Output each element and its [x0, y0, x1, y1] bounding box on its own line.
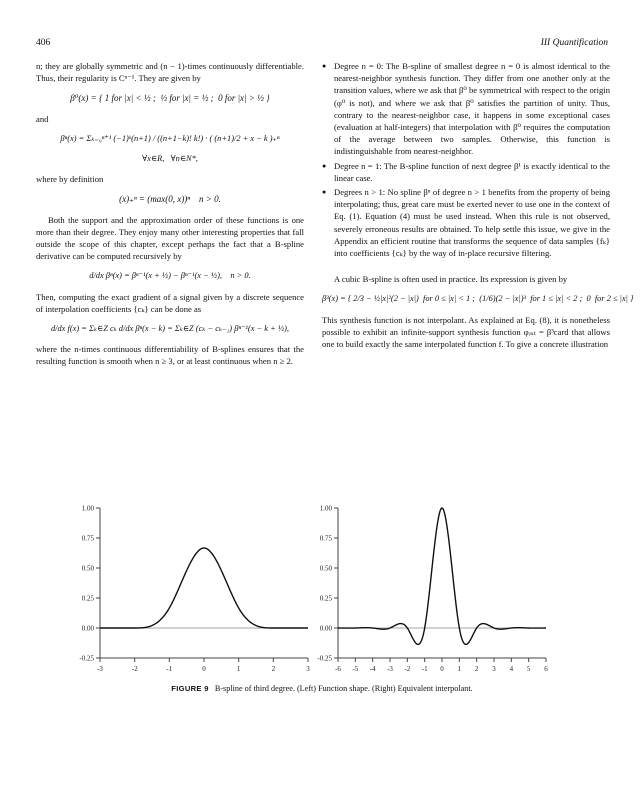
y-tick-label: 0.25	[319, 594, 332, 603]
y-tick-label: 0.50	[319, 564, 332, 573]
y-tick-label: 0.75	[319, 534, 332, 543]
paragraph: A cubic B-spline is often used in practice. Its expression is given by	[334, 274, 568, 285]
x-tick-label: -5	[352, 665, 359, 673]
paragraph: where by definition	[36, 174, 104, 185]
x-tick-label: 6	[544, 665, 548, 673]
paragraph: Then, computing the exact gradient of a signal given by a discrete sequence of interpolation coefficients {cₖ} can be done as	[36, 291, 304, 314]
equation-betan-domain: ∀x∈R, ∀n∈N*,	[142, 154, 198, 164]
y-tick-label: -0.25	[317, 654, 332, 663]
figure-label: FIGURE 9	[171, 684, 209, 693]
page-number: 406	[36, 38, 51, 48]
left-plot-bspline	[70, 498, 320, 678]
paragraph: This synthesis function is not interpolant. As explained at Eq. (8), it is nonetheless possible to exhibit an infinite-support synthesis function φᵢₙₜ = β³card that allows one to build exactly the same interpolated function f. To give a concrete illustration	[322, 314, 610, 350]
x-tick-label: -2	[404, 665, 411, 673]
x-tick-label: 1	[457, 665, 462, 673]
paragraph: and	[36, 113, 49, 124]
y-tick-label: -0.25	[79, 654, 94, 663]
equation-cubic-bspline: β³(x) = { 2/3 − ½|x|²(2 − |x|) for 0 ≤ |x| < 1 ; (1/6)(2 − |x|)³ for 1 ≤ |x| < 2 ; 0 for 2 ≤ |x| }	[322, 294, 634, 304]
x-tick-label: 2	[474, 665, 479, 673]
bullet-degree-0: ● Degree n = 0: The B-spline of smallest degree n = 0 is almost identical to the nearest-neighbor synthesis function. They differ from one another only at the transition values, where we ask that β⁰ be symmetrical with respect to the origin (φ⁰ is not), and where we ask that β⁰ satisfies the partition of unity. Thus, contrary to the nearest-neighbor case, it happens in some exceptional cases (evaluation at half-integers) that interpolation with β⁰ requires the computation of the average between two samples. Otherwise, this function is indistinguishable from nearest-neighbor.	[322, 60, 610, 158]
y-tick-label: 0.00	[319, 624, 332, 633]
x-tick-label: 0	[440, 665, 444, 673]
equation-positive-power: (x)₊ⁿ = (max(0, x))ⁿ n > 0.	[119, 194, 221, 205]
y-tick-label: 1.00	[81, 504, 94, 513]
equation-derivative: d/dx βⁿ(x) = βⁿ⁻¹(x + ½) − βⁿ⁻¹(x − ½), n > 0.	[89, 271, 251, 281]
bullet-degree-n: ● Degrees n > 1: No spline βⁿ of degree n > 1 benefits from the property of being interpolating; thus, great care must be exerted never to use one in the context of Eq. (1). Equation (4) must be used instead. When this rule is not observed, severely erroneous results are obtained. To help settle this issue, we give in the Appendix an efficient routine that transforms the sequence of data samples {fₖ} into coefficients {cₖ} by the way of in-place recursive filtering.	[322, 186, 610, 259]
y-tick-label: 0.50	[81, 564, 94, 573]
equation-gradient: d/dx f(x) = Σₖ∈Z cₖ d/dx βⁿ(x − k) = Σₖ∈Z (cₖ − cₖ₋₁) βⁿ⁻¹(x − k + ½),	[50, 324, 289, 334]
y-tick-label: 0.00	[81, 624, 94, 633]
x-tick-label: -6	[335, 665, 341, 673]
paragraph: Both the support and the approximation order of these functions is one more than their degree. They enjoy many other interesting properties that fall outside the scope of this chapter, except perhaps the fact that a B-spline derivative can be computed recursively by	[36, 214, 304, 262]
y-tick-label: 0.25	[81, 594, 94, 603]
equation-beta0: β⁰(x) = { 1 for |x| < ½ ; ½ for |x| = ½ ; 0 for |x| > ½ }	[70, 93, 270, 104]
x-tick-label: 1	[236, 665, 241, 673]
figure-caption-text: B-spline of third degree. (Left) Function shape. (Right) Equivalent interpolant.	[214, 684, 473, 693]
x-tick-label: 3	[306, 665, 310, 673]
paragraph: n; they are globally symmetric and (n − 1)-times continuously differentiable. Thus, their regularity is Cⁿ⁻¹. They are given by	[36, 61, 304, 84]
x-tick-label: 0	[202, 665, 206, 673]
bullet-degree-1: ● Degree n = 1: The B-spline function of next degree β¹ is exactly identical to the linear case.	[322, 160, 610, 184]
equation-betan: βⁿ(x) = Σₖ₌₀ⁿ⁺¹ (−1)ᵏ(n+1) / ((n+1−k)! k!) · ( (n+1)/2 + x − k )₊ⁿ	[60, 133, 280, 143]
x-tick-label: 4	[509, 665, 514, 673]
x-tick-label: -1	[421, 665, 428, 673]
figure-caption	[36, 684, 608, 693]
y-tick-label: 1.00	[319, 504, 332, 513]
left-text-column	[36, 60, 304, 373]
x-tick-label: -3	[97, 665, 103, 673]
x-tick-label: 2	[271, 665, 276, 673]
running-section-title: III Quantification	[540, 38, 608, 48]
x-tick-label: -3	[387, 665, 393, 673]
y-tick-label: 0.75	[81, 534, 94, 543]
right-text-column	[322, 60, 634, 355]
x-tick-label: -4	[369, 665, 376, 673]
x-tick-label: -2	[131, 665, 138, 673]
right-plot-interpolant	[308, 498, 558, 678]
x-tick-label: 3	[492, 665, 496, 673]
function-curve	[100, 548, 308, 628]
x-tick-label: 5	[526, 665, 531, 673]
x-tick-label: -1	[166, 665, 173, 673]
function-curve	[338, 508, 546, 644]
paragraph: where the n-times continuous differentiability of B-splines ensures that the resulting function is smooth when n ≥ 3, or at least continuous when n ≥ 2.	[36, 344, 304, 367]
